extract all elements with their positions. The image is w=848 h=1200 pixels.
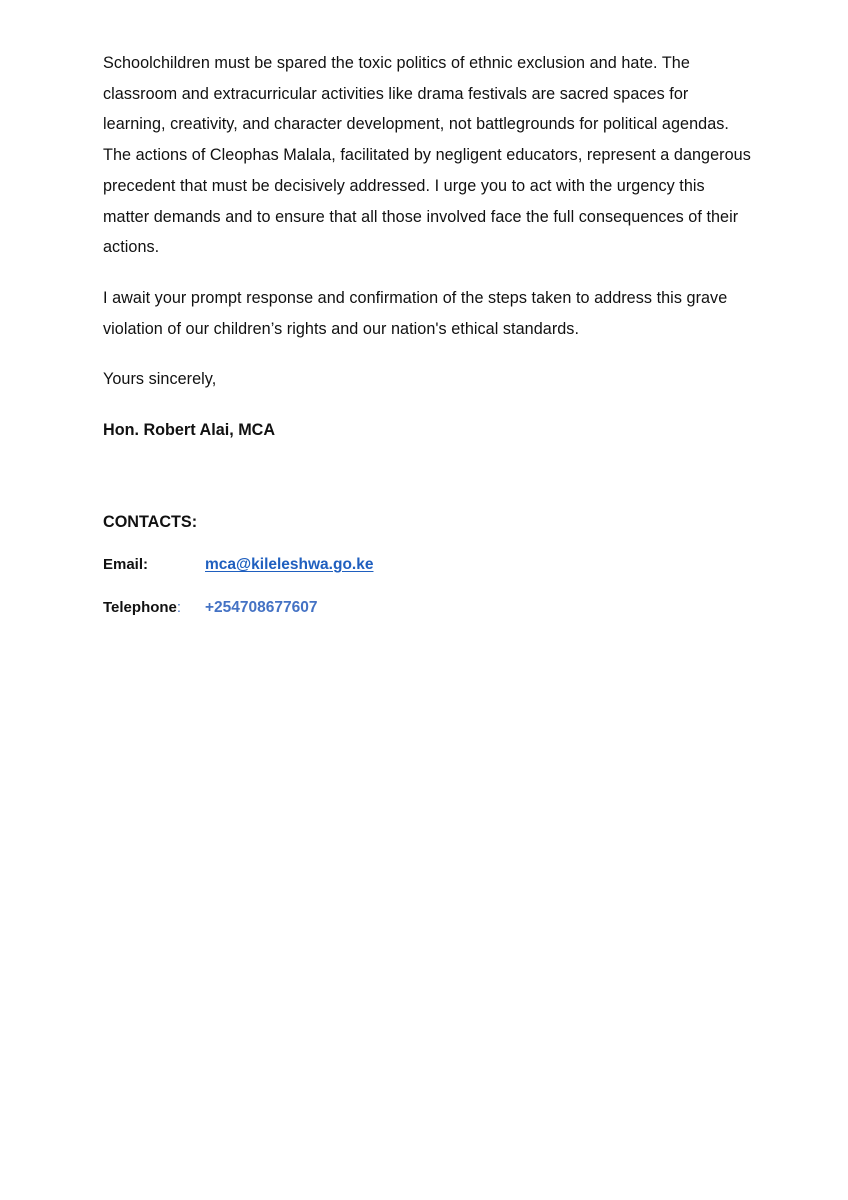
closing-salutation: Yours sincerely,	[103, 370, 217, 389]
body-paragraph-1: Schoolchildren must be spared the toxic politics of ethnic exclusion and hate. The classroom and extracurricular activities like drama festivals are sacred spaces for learning, creativity, and character development, not battlegrounds for political agendas. The actions of Cleophas Malala, facilitated by negligent educators, represent a dangerous precedent that must be decisively addressed. I urge you to act with the urgency this matter demands and to ensure that all those involved face the full consequences of their actions.	[103, 54, 751, 257]
email-value	[205, 553, 373, 577]
contacts-heading: CONTACTS:	[103, 513, 198, 531]
telephone-label	[103, 596, 181, 620]
letter-content	[103, 48, 753, 616]
body-paragraph-2: I await your prompt response and confirmation of the steps taken to address this grave violation of our children’s rights and our nation's ethical standards.	[103, 288, 728, 338]
email-label: Email:	[103, 556, 149, 573]
telephone-label-text: Telephone	[103, 599, 177, 616]
telephone-value: +254708677607	[205, 599, 318, 616]
signature-name: Hon. Robert Alai, MCA	[103, 421, 276, 440]
email-row	[103, 553, 703, 577]
email-link[interactable]: mca@kileleshwa.go.ke	[205, 556, 374, 573]
telephone-colon: :	[176, 599, 182, 616]
telephone-row	[103, 596, 703, 620]
